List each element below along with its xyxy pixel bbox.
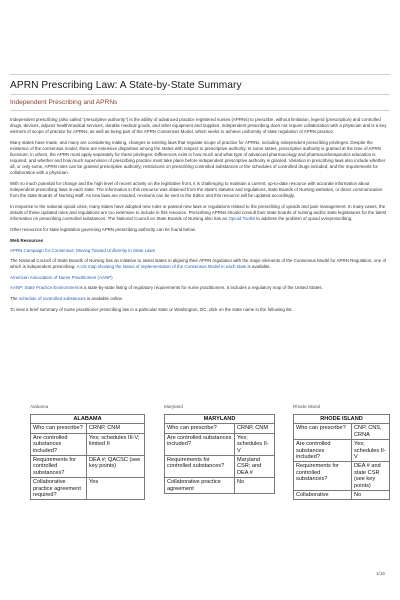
paragraph-text: is a state-by-state listing of regulatory requirements for nurse practitioners. It includes a regulatory map of the United States. (78, 285, 323, 290)
state-table-maryland (164, 414, 275, 494)
aanp-link[interactable]: American Association of Nurse Practitioners (AANP) (10, 275, 113, 280)
table-cell: Are controlled substances included? (165, 433, 235, 455)
table-cell: Requirements for controlled substances? (165, 456, 235, 478)
table-row (165, 456, 275, 478)
table-cell: No (352, 491, 390, 500)
web-resources-heading: Web Resources (10, 238, 44, 243)
table-cell: Requirements for controlled substances? (294, 462, 352, 491)
section-subtitle: Independent Prescribing and APRNs (10, 99, 118, 106)
page-title: APRN Prescribing Law: A State-by-State Summary (10, 80, 242, 91)
table-cell: Requirements for controlled substances? (31, 456, 87, 478)
aanp-practice-environment-link[interactable]: AANP: State Practice Environment (10, 285, 79, 290)
table-row (294, 462, 390, 491)
article-body (10, 117, 391, 318)
state-label-alabama[interactable]: Alabama (30, 404, 49, 409)
paragraph-text: is available online. (85, 296, 124, 301)
table-header: MARYLAND (165, 415, 275, 424)
table-cell: Who can prescribe? (165, 424, 235, 433)
table-row (294, 491, 390, 500)
subtitle-rule (10, 110, 390, 111)
paragraph: Many states have made, and many are considering making, changes to existing laws that regulate scope of practice for APRNs, including independent prescribing privileges. Despite the existence of the consensus model, there are extensive disparities among the states with respect to prescriptive authority. In some states, prescriptive authority is granted at the time of APRN licensure; in others, the APRN must apply separately for these privileges. Differences exist in how much and what type of advanced pharmacology and pharmacotherapeutics education is required, and whether and how much supervision of prescribing practice must take place before independent prescriptive authority is granted. Variation in prescribing laws also include whether all, or only some, APRN roles can be granted prescriptive authority; restrictions on prescribing controlled substances or the schedules of controlled drugs included; and the requirements for collaboration with a physician. (10, 140, 386, 175)
bottom-fade (0, 528, 400, 548)
paragraph-text: is available. (246, 264, 271, 269)
paragraph-text: The National Council of State Boards of Nursing has an initiative to assist states in aligning their APRN regulation with the major elements of the Consensus Model for APRN Regulation, one of which is independent prescribing. (10, 258, 387, 269)
table-cell: Yes (87, 478, 145, 500)
paragraph: With so much potential for change and the high level of recent activity on the legislative front, it is challenging to maintain a current, up-to-date resource with accurate information about independent prescribing laws in each state. The information in this resource was obtained from the state's statutes and regulations, state Boards of Nursing websites, or direct communication from the state Boards of Nursing staff. As new laws are enacted, revisions can be sent to the Editor and this resource will be updated accordingly. (10, 181, 383, 198)
table-cell: No (235, 478, 275, 494)
state-table-alabama (30, 414, 145, 500)
table-row (165, 433, 275, 455)
table-row (31, 433, 145, 455)
table-cell: Are controlled substances included? (31, 433, 87, 455)
paragraph-text: to address the problem of opioid overprescribing. (255, 216, 353, 221)
controlled-substances-schedule-link[interactable]: schedule of controlled substances (18, 296, 86, 301)
table-cell: Yes; schedules II-V (352, 440, 390, 462)
table-row (31, 478, 145, 500)
paragraph-text: In response to the national opioid crisis, many states have adopted new rules or passed new laws or regulations related to the prescribing of opioids and pain management. In many cases, the details of these updated rules and regulations are too extensive to include in this resource. Prescribing APRNs should consult their state boards of nursing and/or state legislatures for the latest information on prescribing controlled substances. The National Council on State Boards of Nursing also has an (10, 204, 387, 221)
other-resources-text: Other resources for state legislation governing APRN prescribing authority can be found below. (10, 227, 196, 232)
aprn-campaign-link[interactable]: APRN Campaign for Consensus: Moving Toward Uniformity in State Laws (10, 248, 155, 253)
opioid-toolkit-link[interactable]: Opioid Toolkit (228, 216, 256, 221)
table-cell: DEA #; QACSC (see key points) (87, 456, 145, 478)
table-cell: Who can prescribe? (294, 424, 352, 440)
paragraph: Independent prescribing (also called "prescriptive authority") is the ability of advanced practice registered nurses (APRNs) to prescribe, without limitation, legend (prescription) and controlled drugs, devices, adjunct health/medical services, durable medical goods, and other equipment and supplies. Independent prescribing does not require collaboration with a physician and is a key element of scope of practice for APRNs, as well as being part of the APRN Consensus Model, which seeks to achieve uniformity of state regulation of APRN practice. (10, 117, 387, 134)
instruction-text: To view a brief summary of nurse practitioner prescribing law in a particular state or Washington, DC, click on the state name in the following list. (10, 307, 293, 312)
table-cell: Maryland CSR; and DEA # (235, 456, 275, 478)
table-cell: Collaborative practice agreement (165, 478, 235, 494)
title-rule (10, 94, 390, 95)
ncsbn-paragraph (10, 258, 391, 270)
table-cell: Are controlled substances included? (294, 440, 352, 462)
us-map-link[interactable]: A US map showing the status of implementation of the Consensus Model in each state (76, 264, 247, 269)
table-cell: Collaborative practice agreement required? (31, 478, 87, 500)
state-table-rhode-island (293, 414, 390, 500)
table-cell: CRNP, CNM (87, 424, 145, 433)
table-cell: DEA # and state CSR (see key points) (352, 462, 390, 491)
table-header: ALABAMA (31, 415, 145, 424)
table-row (294, 440, 390, 462)
table-row (294, 424, 390, 440)
table-cell: Yes; schedules III-V; limited II (87, 433, 145, 455)
table-cell: CNP, CNS, CRNA (352, 424, 390, 440)
table-header: RHODE ISLAND (294, 415, 390, 424)
schedule-paragraph (10, 296, 391, 302)
state-label-rhode-island[interactable]: Rhode Island (293, 404, 321, 409)
state-label-maryland[interactable]: Maryland (164, 404, 183, 409)
table-row (31, 424, 145, 433)
table-row (31, 456, 145, 478)
page-number: 1/16 (376, 571, 385, 576)
aanp-paragraph (10, 285, 391, 291)
table-cell: Collaborative (294, 491, 352, 500)
table-cell: Yes; schedules II-V (235, 433, 275, 455)
table-row (165, 478, 275, 494)
top-rule (10, 74, 390, 75)
opioid-paragraph (10, 204, 391, 222)
table-cell: Who can prescribe? (31, 424, 87, 433)
paragraph-text: The (10, 296, 19, 301)
table-cell: CRNP, CNM (235, 424, 275, 433)
table-row (165, 424, 275, 433)
